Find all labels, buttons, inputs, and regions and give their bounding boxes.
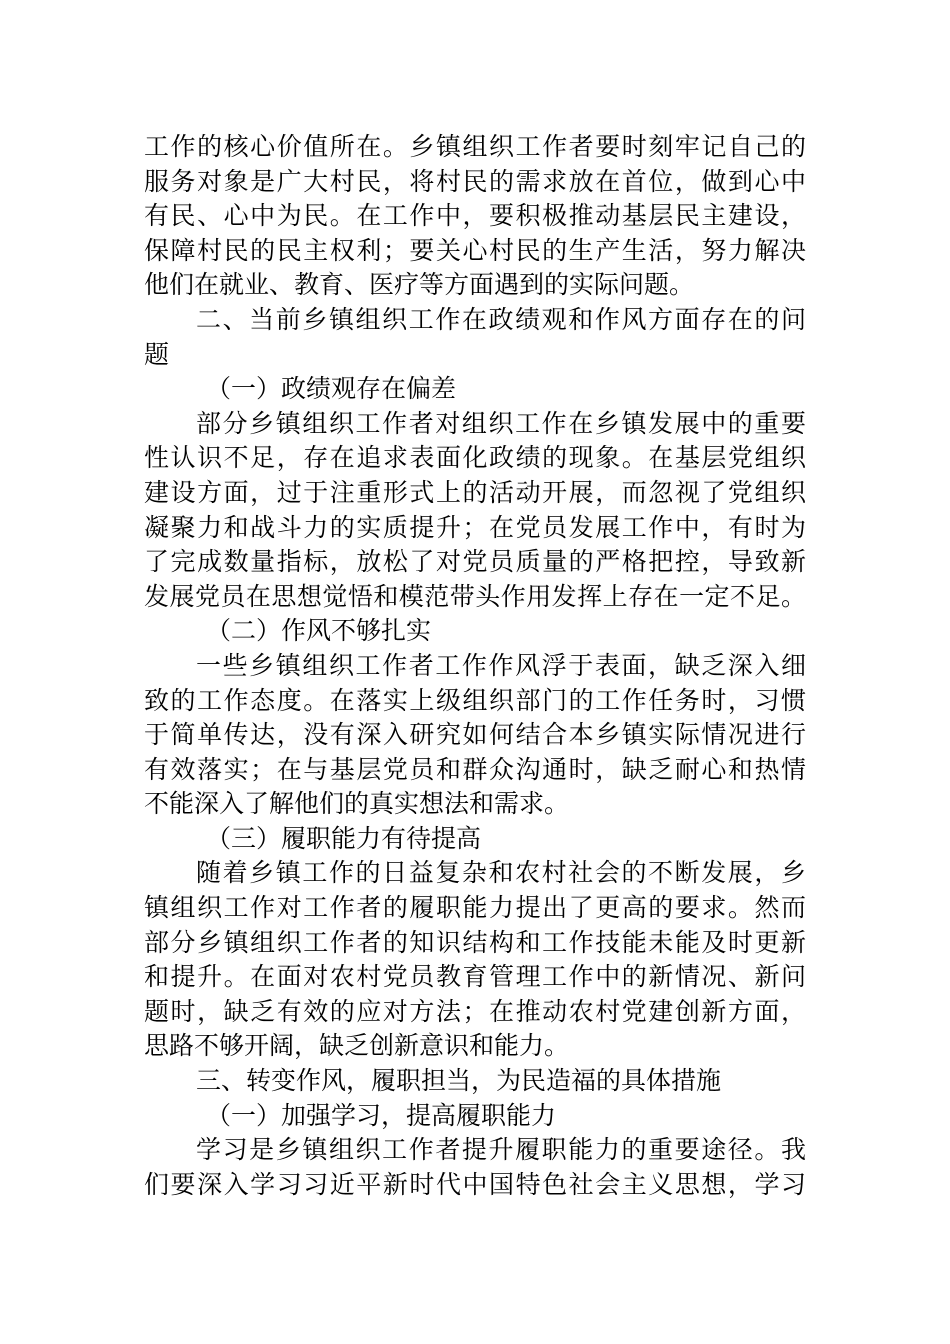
document-body — [144, 130, 806, 1202]
paragraph-line: 了完成数量指标，放松了对党员质量的严格把控，导致新 — [144, 547, 806, 577]
paragraph-line: 工作的核心价值所在。乡镇组织工作者要时刻牢记自己的 — [144, 132, 806, 161]
paragraph-line: 思路不够开阔，缺乏创新意识和能力。 — [144, 1031, 570, 1061]
paragraph-line: 他们在就业、教育、医疗等方面遇到的实际问题。 — [144, 270, 695, 300]
paragraph-line: 们要深入学习习近平新时代中国特色社会主义思想，学习 — [144, 1169, 806, 1199]
paragraph-line: 性认识不足，存在追求表面化政绩的现象。在基层党组织 — [144, 443, 806, 473]
paragraph-line: 部分乡镇组织工作者的知识结构和工作技能未能及时更新 — [144, 927, 806, 957]
paragraph-line: 建设方面，过于注重形式上的活动开展，而忽视了党组织 — [144, 477, 806, 507]
paragraph-line: 凝聚力和战斗力的实质提升；在党员发展工作中，有时为 — [144, 512, 806, 542]
paragraph-line: 有民、心中为民。在工作中，要积极推动基层民主建设， — [144, 201, 806, 231]
paragraph-line: 保障村民的民主权利；要关心村民的生产生活，努力解决 — [144, 235, 806, 265]
section-heading: 题 — [144, 339, 170, 369]
paragraph-line: 一些乡镇组织工作者工作作风浮于表面，缺乏深入细 — [196, 650, 806, 680]
paragraph-line: 随着乡镇工作的日益复杂和农村社会的不断发展，乡 — [196, 858, 806, 888]
paragraph-line: 发展党员在思想觉悟和模范带头作用发挥上存在一定不足。 — [144, 581, 806, 611]
paragraph-line: 致的工作态度。在落实上级组织部门的工作任务时，习惯 — [144, 685, 806, 715]
subsection-heading: （三）履职能力有待提高 — [206, 823, 482, 853]
subsection-heading: （一）政绩观存在偏差 — [206, 374, 457, 404]
paragraph-line: 有效落实；在与基层党员和群众沟通时，缺乏耐心和热情 — [144, 754, 806, 784]
subsection-heading: （二）作风不够扎实 — [206, 616, 432, 646]
paragraph-line: 学习是乡镇组织工作者提升履职能力的重要途径。我 — [196, 1135, 806, 1165]
subsection-heading: （一）加强学习，提高履职能力 — [206, 1100, 557, 1130]
paragraph-line: 不能深入了解他们的真实想法和需求。 — [144, 789, 570, 819]
paragraph-line: 部分乡镇组织工作者对组织工作在乡镇发展中的重要 — [196, 408, 806, 438]
paragraph-line: 服务对象是广大村民，将村民的需求放在首位，做到心中 — [144, 166, 806, 196]
paragraph-line: 题时，缺乏有效的应对方法；在推动农村党建创新方面， — [144, 996, 806, 1026]
section-heading: 二、当前乡镇组织工作在政绩观和作风方面存在的问 — [196, 304, 806, 334]
paragraph-line: 于简单传达，没有深入研究如何结合本乡镇实际情况进行 — [144, 720, 806, 750]
paragraph-line: 镇组织工作对工作者的履职能力提出了更高的要求。然而 — [144, 893, 806, 923]
paragraph-line: 和提升。在面对农村党员教育管理工作中的新情况、新问 — [144, 962, 806, 992]
section-heading: 三、转变作风，履职担当，为民造福的具体措施 — [196, 1066, 722, 1096]
